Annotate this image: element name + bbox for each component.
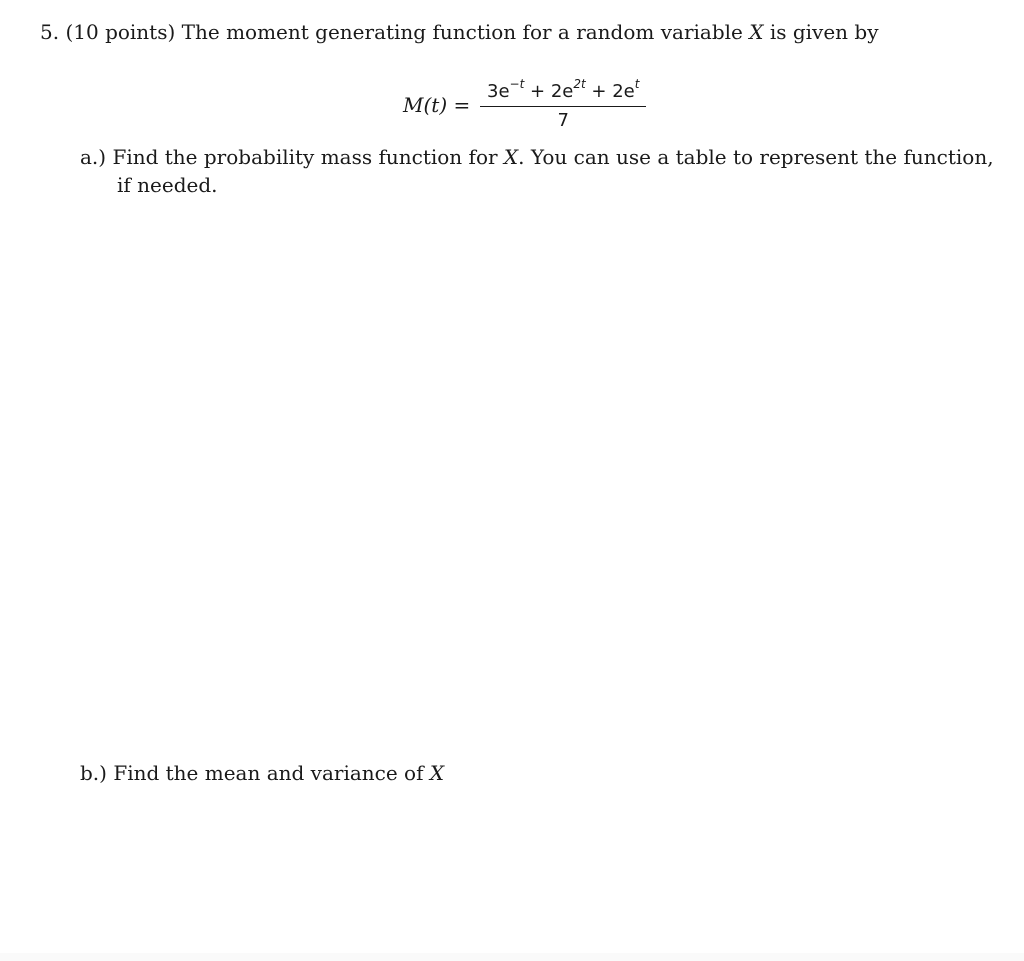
problem-number: 5. bbox=[40, 20, 60, 44]
random-variable: X bbox=[749, 20, 764, 44]
equation-denominator: 7 bbox=[557, 110, 569, 132]
part-b-variable: X bbox=[429, 761, 445, 785]
part-b-label: b.) bbox=[80, 761, 107, 785]
equation-numerator: $3e^{-t} + 2e^{2t} + 2e^t$ bbox=[487, 77, 640, 102]
part-a-text: Find the probability mass function for bbox=[112, 145, 498, 169]
part-b-question bbox=[80, 760, 444, 786]
part-a-continuation: if needed. bbox=[117, 173, 218, 197]
part-b-text: Find the mean and variance of bbox=[113, 761, 424, 785]
equation-lhs: M(t) = bbox=[403, 92, 471, 117]
problem-points: (10 points) bbox=[65, 20, 176, 44]
part-a-question bbox=[80, 144, 994, 170]
part-a-text-end: . You can use a table to represent the function, bbox=[518, 145, 994, 169]
part-a-variable: X bbox=[503, 145, 519, 169]
problem-heading bbox=[40, 19, 879, 45]
problem-statement: The moment generating function for a random variable bbox=[181, 20, 743, 44]
part-a-label: a.) bbox=[80, 145, 107, 169]
equation-fraction bbox=[480, 74, 646, 133]
problem-statement-end: is given by bbox=[769, 20, 879, 44]
mgf-equation bbox=[403, 74, 646, 133]
page-bottom-edge bbox=[0, 953, 1024, 961]
